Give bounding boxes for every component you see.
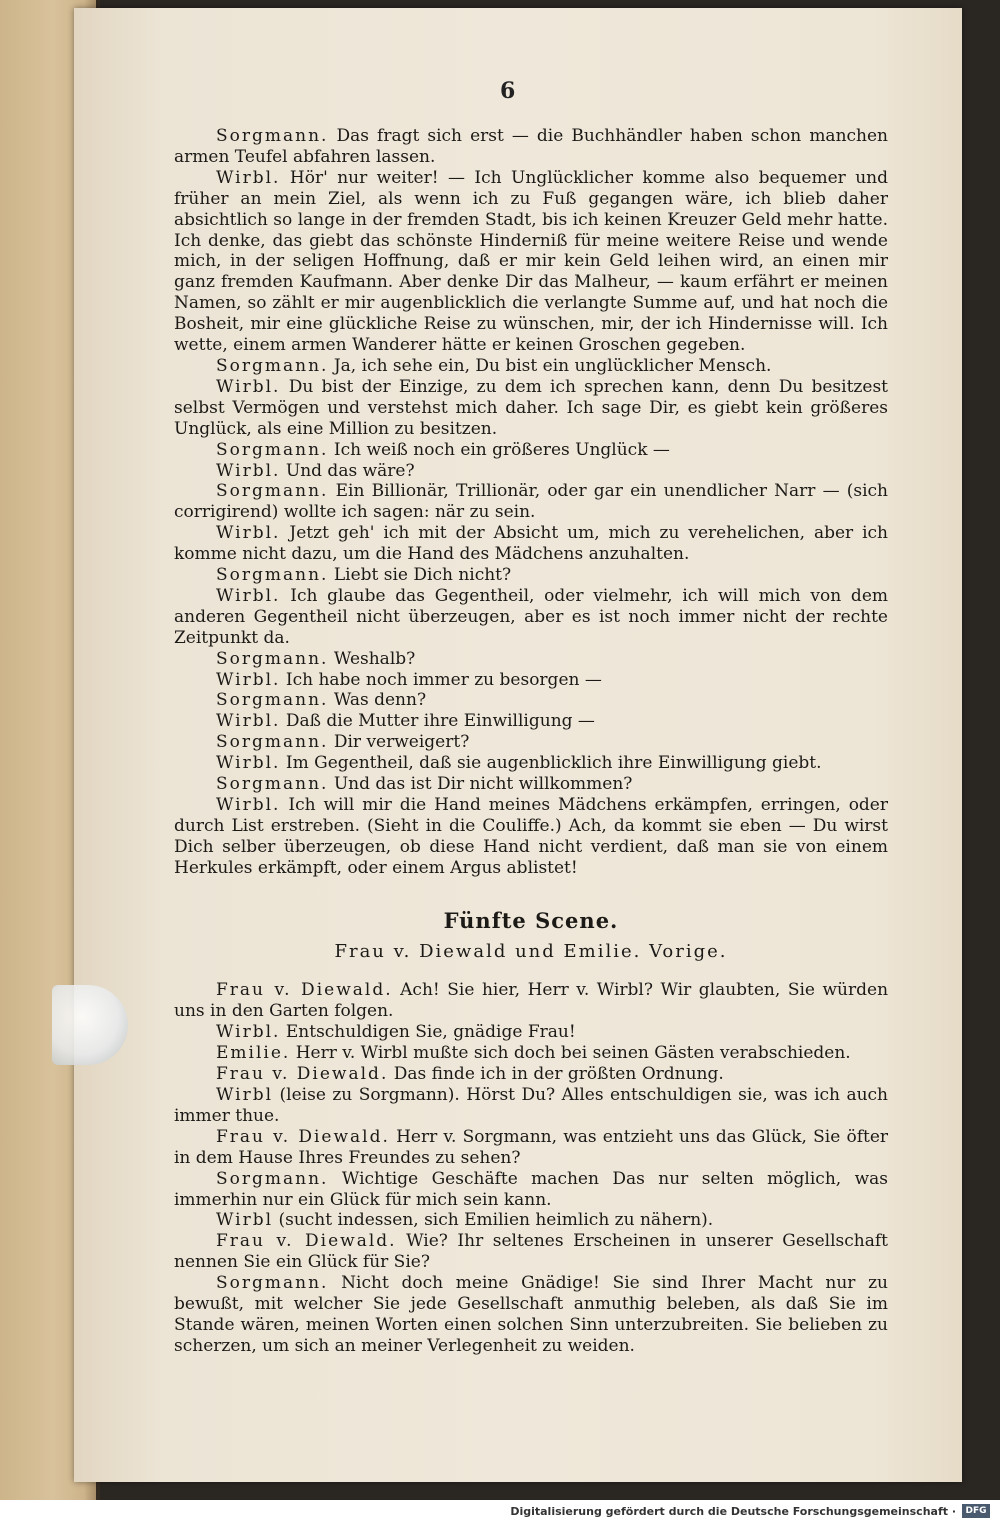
speech-line (174, 711, 888, 732)
speech-text: Dir verweigert? (333, 732, 470, 753)
speech-line (174, 481, 888, 523)
page-number: 6 (500, 78, 516, 104)
speech-line (174, 440, 888, 461)
speech-line (174, 1273, 888, 1357)
speech-text: Liebt sie Dich nicht? (333, 565, 512, 586)
speaker-name: Frau v. Diewald. (216, 1231, 397, 1252)
speech-text: Ich habe noch immer zu besorgen — (285, 669, 602, 690)
speech-text: Das fragt sich erst — die Buchhändler haben schon manchen armen Teufel abfahren lassen. (174, 126, 888, 167)
speaker-name: Frau v. Diewald. (216, 1064, 389, 1085)
speech-line (174, 774, 888, 795)
speech-line (174, 732, 888, 753)
speaker-name: Frau v. Diewald. (216, 980, 393, 1001)
speech-line (174, 168, 888, 356)
speech-text: Das finde ich in der größten Ordnung. (393, 1064, 724, 1085)
speech-line (174, 1064, 888, 1085)
speech-line (174, 690, 888, 711)
speaker-name: Frau v. Diewald. (216, 1126, 390, 1147)
speaker-name: Sorgmann. (216, 648, 329, 669)
speech-line (174, 1231, 888, 1273)
footer-bar (0, 1500, 1000, 1524)
speech-line (174, 586, 888, 649)
speech-text: Nicht doch meine Gnädige! Sie sind Ihrer Macht nur zu bewußt, mit welcher Sie jede Gesellschaft anmuthig beleben, als daß Sie im Stande wären, meinen Worten einen solchen Sinn unterzubreiten. Sie belieben zu scherzen, um sich an meiner Verlegenheit zu weiden. (174, 1273, 889, 1356)
speech-text: Entschuldigen Sie, gnädige Frau! (285, 1022, 576, 1043)
speech-line (174, 461, 888, 482)
speaker-name: Wirbl. (216, 1022, 281, 1043)
speech-line (174, 1127, 888, 1169)
speech-line (174, 356, 888, 377)
speaker-name: Sorgmann. (216, 1168, 329, 1189)
speaker-name: Sorgmann. (216, 355, 329, 376)
speech-line (174, 1085, 888, 1127)
speech-text: (sucht indessen, sich Emilien heimlich zu nähern). (278, 1210, 714, 1231)
scene-cast: Frau v. Diewald und Emilie. Vorige. (334, 940, 728, 962)
speech-line (174, 1043, 888, 1064)
speeches-after (174, 980, 888, 1356)
speaker-name: Sorgmann. (216, 1273, 329, 1294)
speech-text: Ich glaube das Gegentheil, oder vielmehr, ich will mich von dem anderen Gegentheil nicht überzeugen, aber es ist noch immer nicht der rechte Zeitpunkt da. (174, 585, 889, 648)
speech-text: Ich weiß noch ein größeres Unglück — (333, 439, 670, 460)
speech-text: Jetzt geh' ich mit der Absicht um, mich zu verehelichen, aber ich komme nicht dazu, um die Hand des Mädchens anzuhalten. (174, 523, 889, 565)
speech-line (174, 523, 888, 565)
speaker-name: Wirbl. (216, 460, 281, 481)
speech-line (174, 1169, 888, 1211)
speaker-name: Wirbl. (216, 795, 281, 815)
speech-text: Was denn? (333, 690, 427, 711)
speaker-name: Sorgmann. (216, 439, 329, 460)
speaker-name: Wirbl. (216, 711, 281, 732)
speech-line (174, 565, 888, 586)
speaker-name: Sorgmann. (216, 690, 329, 711)
speaker-name: Wirbl. (216, 753, 281, 774)
speech-line (174, 753, 888, 774)
speaker-name: Sorgmann. (216, 481, 329, 502)
speech-text: Herr v. Sorgmann, was entzieht uns das Glück, Sie öfter in dem Hause Ihres Freundes zu sehen? (174, 1126, 889, 1168)
speech-text: Herr v. Wirbl mußte sich doch bei seinen Gästen verabschieden. (295, 1043, 851, 1064)
speaker-name: Wirbl. (216, 669, 281, 690)
speech-text: Daß die Mutter ihre Einwilligung — (285, 711, 595, 732)
speech-text: Weshalb? (333, 648, 416, 669)
scene-heading: Fünfte Scene. (443, 907, 619, 933)
funding-credit: Digitalisierung gefördert durch die Deutsche Forschungsgemeinschaft · (510, 1505, 956, 1518)
speaker-name: Sorgmann. (216, 774, 329, 795)
speaker-name: Wirbl. (216, 167, 281, 188)
speaker-name: Wirbl. (216, 376, 281, 397)
speaker-name: Sorgmann. (216, 732, 329, 753)
speech-line (174, 1022, 888, 1043)
speaker-name: Wirbl. (216, 585, 281, 606)
speech-text: Ein Billionär, Trillionär, oder gar ein unendlicher Narr — (sich corrigirend) wollte ich sagen: när zu sein. (174, 481, 889, 523)
speech-text: (leise zu Sorgmann). Hörst Du? Alles entschuldigen sie, was ich auch immer thue. (174, 1084, 888, 1126)
speech-text: Ich will mir die Hand meines Mädchens erkämpfen, erringen, oder durch List erstreben. (Sieht in die Couliffe.) Ach, da kommt sie eben — Du wirst Dich selber überzeugen, ob diese Hand nicht verdient, daß man sie von einem Herkules erkämpft, oder einem Argus ablistet! (174, 795, 888, 878)
speaker-name: Emilie. (216, 1043, 291, 1064)
speech-text: Hör' nur weiter! — Ich Unglücklicher komme also bequemer und früher an mein Ziel, als wenn ich zu Fuß gegangen wäre, ich blieb daher absichtlich so lange in der fremden Stadt, bis ich keinen Kreuzer Geld mehr hatte. Ich denke, das giebt das schönste Hinderniß für meine weitere Reise und wende mich, in der seligen Hoffnung, daß er mir kein Geld leihen wird, an einen mir ganz fremden Kaufmann. Aber denke Dir das Malheur, — kaum erfährt er meinen Namen, so zählt er mir augenblicklich die verlangte Summe auf, und hat noch die Bosheit, mir eine glückliche Reise zu wünschen, mir, der ich Hindernisse will. Ich wette, einem armen Wanderer hätte er keinen Groschen gegeben. (174, 167, 888, 356)
speaker-name: Sorgmann. (216, 126, 329, 146)
speech-text: Und das ist Dir nicht willkommen? (333, 774, 633, 795)
speech-text: Wie? Ihr seltenes Erscheinen in unserer Gesellschaft nennen Sie ein Glück für Sie? (174, 1231, 889, 1273)
speaker-name: Wirbl (216, 1084, 274, 1105)
speech-line (174, 1210, 888, 1231)
page-body (174, 126, 888, 1357)
speech-line (174, 795, 888, 879)
speech-line (174, 377, 888, 440)
speech-line (174, 649, 888, 670)
speech-text: Du bist der Einzige, zu dem ich sprechen kann, denn Du besitzest selbst Vermögen und verstehst mich daher. Ich sage Dir, es giebt kein größeres Unglück, als eine Million zu besitzen. (174, 376, 888, 439)
speaker-name: Wirbl (216, 1210, 274, 1231)
speech-text: Ach! Sie hier, Herr v. Wirbl? Wir glaubten, Sie würden uns in den Garten folgen. (174, 980, 889, 1022)
speech-text: Wichtige Geschäfte machen Das nur selten möglich, was immerhin nur ein Glück für mich sein kann. (174, 1168, 889, 1210)
speech-text: Ja, ich sehe ein, Du bist ein unglücklicher Mensch. (333, 355, 772, 376)
speech-text: Im Gegentheil, daß sie augenblicklich ihre Einwilligung giebt. (285, 753, 822, 774)
speech-line (174, 126, 888, 168)
speaker-name: Wirbl. (216, 523, 281, 544)
speaker-name: Sorgmann. (216, 565, 329, 586)
speech-line (174, 670, 888, 691)
speech-line (174, 980, 888, 1022)
dfg-logo-icon: DFG (962, 1504, 990, 1518)
speech-text: Und das wäre? (285, 460, 415, 481)
speeches-before (174, 126, 888, 879)
